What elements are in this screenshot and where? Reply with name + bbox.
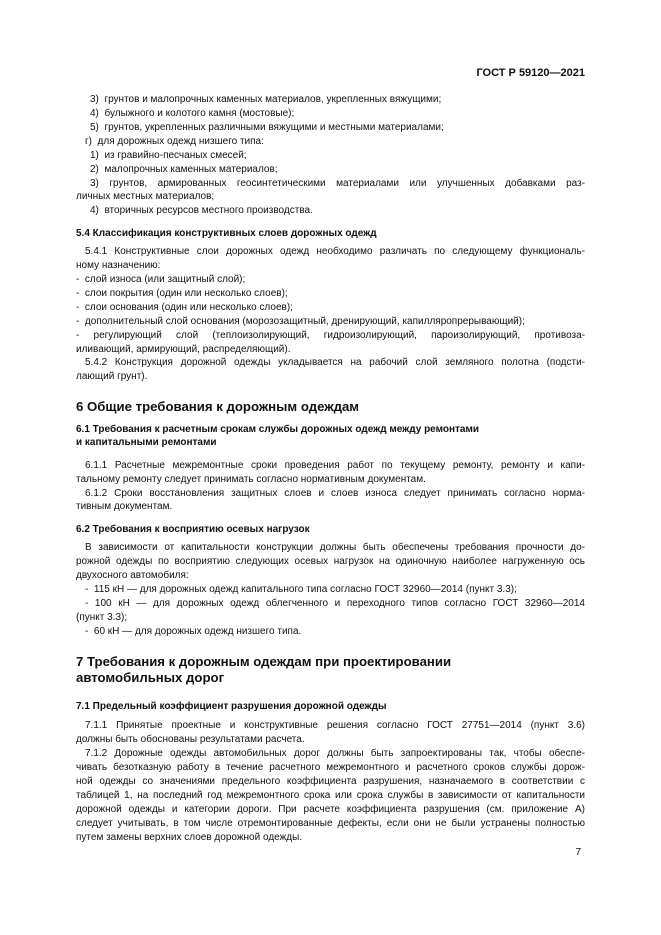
paragraph-line: дорожной одежды и категории дороги. При расчете коэффициента разрушения (см. приложение А) (76, 804, 585, 815)
list-item: 3) грунтов, армированных геосинтетическими материалами или улучшенных добавками раз- (90, 178, 585, 189)
paragraph-line: тальному ремонту следует принимать согласно нормативным документам. (76, 474, 426, 485)
paragraph-line: 5.4.2 Конструкция дорожной одежды укладывается на рабочий слой земляного полотна (подсти- (85, 357, 585, 368)
paragraph-line: В зависимости от капитальности конструкции должны быть обеспечены требования прочности до- (85, 542, 585, 553)
section-heading-6: 6 Общие требования к дорожным одеждам (76, 399, 360, 414)
paragraph-line: лающий грунт). (76, 371, 148, 382)
paragraph-line: ной одежды со значениями предельного коэффициента разрушения, назначаемого в соответствии с (76, 776, 585, 787)
section-heading-7-cont: автомобильных дорог (76, 670, 225, 685)
section-heading-7: 7 Требования к дорожным одеждам при проектировании (76, 654, 452, 669)
list-item: - регулирующий слой (теплоизолирующий, гидроизолирующий, пароизолирующий, противоза- (76, 330, 585, 341)
list-item: 2) малопрочных каменных материалов; (90, 164, 278, 175)
list-item: - слои покрытия (один или несколько слоев); (76, 288, 288, 299)
paragraph-line: чивать безотказную работу в течение расчетного межремонтного и расчетного сроков службы дорож- (76, 762, 585, 773)
list-item: 4) вторичных ресурсов местного производства. (90, 205, 313, 216)
subsection-heading-6-1-cont: и капитальными ремонтами (76, 437, 217, 448)
subsection-heading-7-1: 7.1 Предельный коэффициент разрушения дорожной одежды (76, 701, 387, 712)
section-heading-5-4: 5.4 Классификация конструктивных слоев дорожных одежд (76, 228, 377, 239)
list-item: 3) грунтов и малопрочных каменных материалов, укрепленных вяжущими; (90, 94, 442, 105)
paragraph-line: 5.4.1 Конструктивные слои дорожных одежд необходимо различать по следующему функциональ- (85, 246, 585, 257)
list-item: - 100 кН — для дорожных одежд облегченного и переходного типов согласно ГОСТ 32960—2014 (85, 598, 585, 609)
page-number: 7 (575, 847, 581, 858)
list-item: 1) из гравийно-песчаных смесей; (90, 150, 247, 161)
list-item: - 60 кН — для дорожных одежд низшего типа. (85, 626, 302, 637)
list-item: 4) булыжного и колотого камня (мостовые); (90, 108, 295, 119)
paragraph-line: 7.1.2 Дорожные одежды автомобильных дорог должны быть запроектированы так, чтобы обеспе- (85, 748, 585, 759)
paragraph-line: двухосного автомобиля: (76, 570, 189, 581)
list-item: г) для дорожных одежд низшего типа: (85, 136, 264, 147)
subsection-heading-6-1: 6.1 Требования к расчетным срокам службы дорожных одежд между ремонтами (76, 424, 480, 435)
list-item-continuation: (пункт 3.3); (76, 612, 128, 623)
paragraph-line: тивным документам. (76, 501, 173, 512)
paragraph-line: путем замены верхних слоев дорожной одежды. (76, 832, 303, 843)
list-item: - слои основания (один или несколько слоев); (76, 302, 293, 313)
standard-designation: ГОСТ Р 59120—2021 (476, 67, 585, 79)
paragraph-line: 6.1.2 Сроки восстановления защитных слоев и слоев износа следует принимать согласно норма- (85, 488, 585, 499)
subsection-heading-6-2: 6.2 Требования к восприятию осевых нагрузок (76, 524, 310, 535)
paragraph-line: следует учитывать, в том числе отремонтированные дефекты, если они не были устранены полностью (76, 818, 585, 829)
list-item: - слой износа (или защитный слой); (76, 274, 246, 285)
list-item-continuation: личных местных материалов; (76, 191, 215, 202)
list-item: - дополнительный слой основания (морозозащитный, дренирующий, капилляропрерывающий); (76, 316, 525, 327)
paragraph-line: таблицей 1, на последний год межремонтного срока или срока службы в зависимости от капитальности (76, 790, 585, 801)
list-item: 5) грунтов, укрепленных различными вяжущими и местными материалами; (90, 122, 444, 133)
paragraph-line: ному назначению: (76, 260, 161, 271)
list-item: - 115 кН — для дорожных одежд капитального типа согласно ГОСТ 32960—2014 (пункт 3.3); (85, 584, 517, 595)
paragraph-line: рожной одежды по восприятию следующих осевых нагрузок на одиночную наиболее нагруженную ось (76, 556, 585, 567)
paragraph-line: 7.1.1 Принятые проектные и конструктивные решения согласно ГОСТ 27751—2014 (пункт 3.6) (85, 720, 585, 731)
list-item-continuation: иливающий, армирующий, распределяющий). (76, 344, 291, 355)
paragraph-line: должны быть обоснованы результатами расчета. (76, 734, 305, 745)
paragraph-line: 6.1.1 Расчетные межремонтные сроки проведения работ по текущему ремонту, ремонту и капи- (85, 460, 585, 471)
